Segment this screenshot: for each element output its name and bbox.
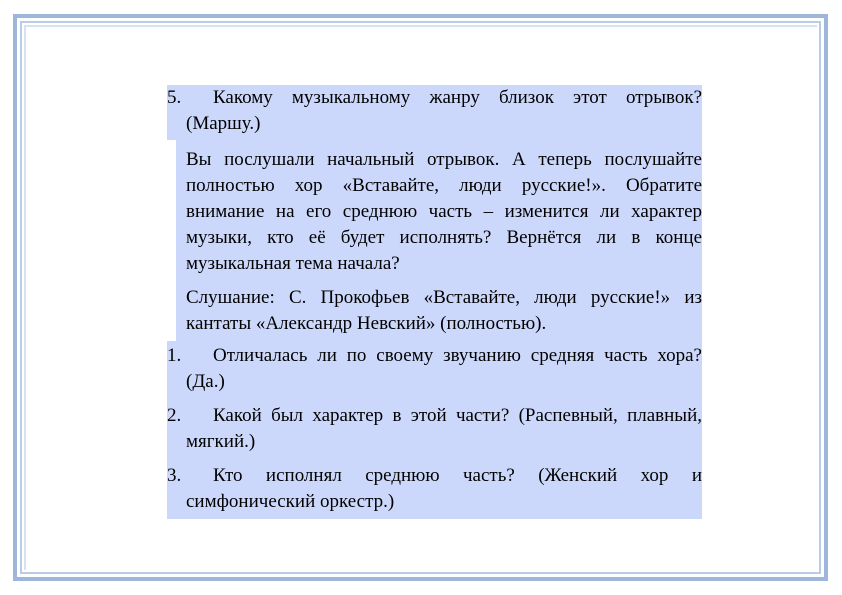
list-item-number: 3. <box>167 465 182 486</box>
list-item-question-1 <box>167 341 702 399</box>
list-item-text: Кто исполнял среднюю часть? (Женский хор и симфонический оркестр.) <box>186 465 702 512</box>
list-item-number: 5. <box>167 87 182 108</box>
list-item-question-2 <box>167 399 702 459</box>
list-item-number: 2. <box>167 405 182 426</box>
list-item-text: Какой был характер в этой части? (Распевный, плавный, мягкий.) <box>186 405 702 452</box>
list-item-number: 1. <box>167 345 182 366</box>
list-item-text: Какому музыкальному жанру близок этот отрывок? (Маршу.) <box>186 87 702 134</box>
list-item-question-5 <box>167 85 702 140</box>
paragraph-listening: Слушание: С. Прокофьев «Вставайте, люди русские!» из кантаты «Александр Невский» (полностью). <box>176 280 702 341</box>
text-content <box>167 85 702 519</box>
list-item-text: Отличалась ли по своему звучанию средняя часть хора? (Да.) <box>186 345 702 392</box>
list-item-question-3 <box>167 459 702 519</box>
paragraph-instructions: Вы послушали начальный отрывок. А теперь послушайте полностью хор «Вставайте, люди русские!». Обратите внимание на его среднюю часть – изменится ли характер музыки, кто её будет исполнять? Вернётся ли в конце музыкальная тема начала? <box>176 140 702 280</box>
